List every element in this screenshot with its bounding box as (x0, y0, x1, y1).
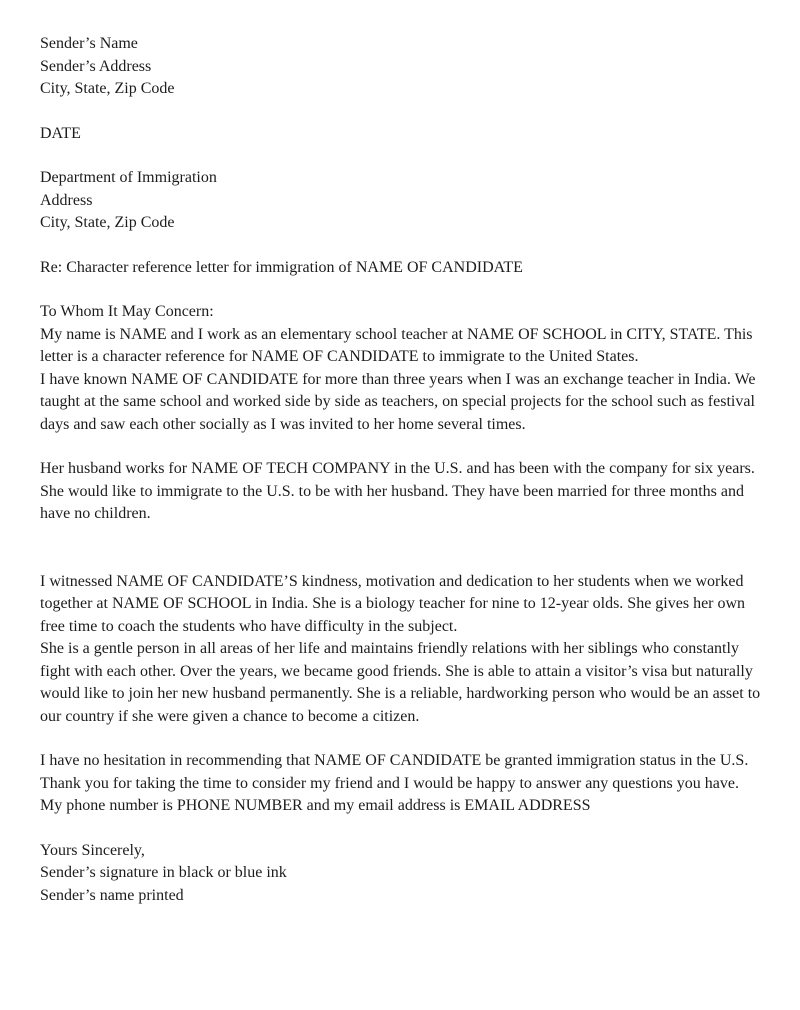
intro-paragraph-2: I have known NAME OF CANDIDATE for more than three years when I was an exchange teacher in India. We taught at the same school and worked side by side as teachers, on special projects for the school such as festival days and saw each other socially as I was invited to her home several times. (40, 370, 756, 433)
witness-paragraph-1: I witnessed NAME OF CANDIDATE’S kindness, motivation and dedication to her students when we worked together at NAME OF SCHOOL in India. She is a biology teacher for nine to 12-year olds. She gives her own free time to coach the students who have difficulty in the subject. (40, 572, 746, 635)
witness-paragraph-2: She is a gentle person in all areas of her life and maintains friendly relations with her siblings who constantly fight with each other. Over the years, we became good friends. She is able to attain a visitor’s visa but naturally would like to join her new husband permanently. She is a reliable, hardworking person who would be an asset to our country if she were given a chance to become a citizen. (40, 640, 761, 725)
date-block (40, 123, 764, 146)
husband-paragraph-block (40, 458, 764, 526)
husband-paragraph: Her husband works for NAME OF TECH COMPANY in the U.S. and has been with the company for six years. She would like to immigrate to the U.S. to be with her husband. They have been married for three months and have no children. (40, 460, 755, 522)
witness-paragraph-block (40, 571, 764, 729)
salutation-line: To Whom It May Concern: (40, 303, 214, 320)
sender-city-state-zip-line: City, State, Zip Code (40, 80, 175, 97)
date-line: DATE (40, 124, 81, 142)
closing-printed-name-line: Sender’s name printed (40, 886, 184, 904)
sender-address-block (40, 33, 764, 101)
closing-signature-line: Sender’s signature in black or blue ink (40, 864, 287, 881)
recipient-department-line: Department of Immigration (40, 169, 217, 186)
sender-name-line: Sender’s Name (40, 35, 138, 52)
sender-address-line: Sender’s Address (40, 57, 152, 75)
recommendation-paragraph: I have no hesitation in recommending that NAME OF CANDIDATE be granted immigration status in the U.S. Thank you for taking the time to consider my friend and I would be happy to answer any questions you have. My phone number is PHONE NUMBER and my email address is EMAIL ADDRESS (40, 752, 749, 814)
closing-sign-off-line: Yours Sincerely, (40, 841, 145, 859)
intro-block (40, 301, 764, 436)
subject-line: Re: Character reference letter for immigration of NAME OF CANDIDATE (40, 258, 523, 276)
intro-paragraph-1: My name is NAME and I work as an elementary school teacher at NAME OF SCHOOL in CITY, STATE. This letter is a character reference for NAME OF CANDIDATE to immigrate to the United States. (40, 325, 753, 365)
recipient-city-state-zip-line: City, State, Zip Code (40, 214, 175, 231)
recommendation-paragraph-block (40, 750, 764, 818)
subject-block (40, 257, 764, 280)
closing-block (40, 840, 764, 908)
recipient-address-block (40, 167, 764, 235)
recipient-address-line: Address (40, 191, 93, 209)
